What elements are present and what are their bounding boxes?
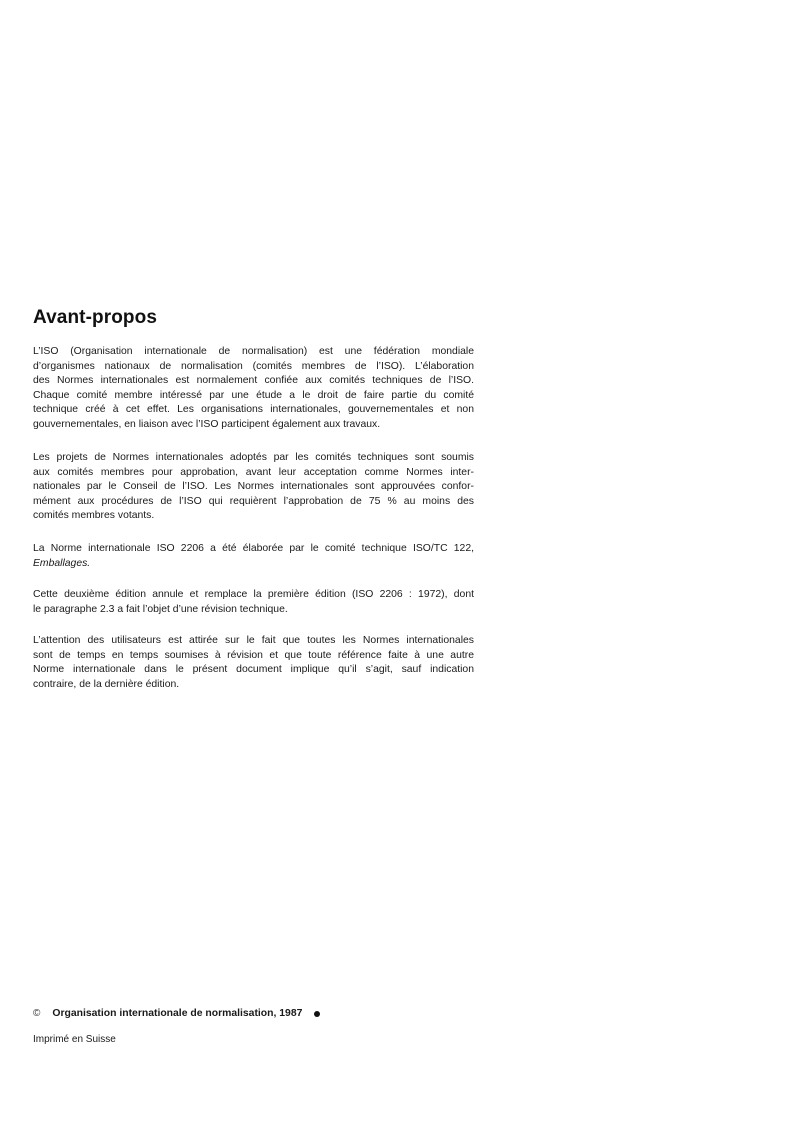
text-line: des Normes internationales est normalement confiée aux comités techniques de l’ISO. xyxy=(33,375,474,387)
text-line: nationales par le Conseil de l’ISO. Les Normes internationales sont approuvées confor- xyxy=(33,481,474,493)
page-title: Avant-propos xyxy=(33,307,157,328)
text-line: Norme internationale dans le présent document implique qu’il s’agit, sauf indication xyxy=(33,664,474,676)
text-line: L’attention des utilisateurs est attirée sur le fait que toutes les Normes internationales xyxy=(33,635,474,646)
text-line: Cette deuxième édition annule et remplace la première édition (ISO 2206 : 1972), dont xyxy=(33,589,474,600)
text-line: d’organismes nationaux de normalisation (comités membres de l’ISO). L’élaboration xyxy=(33,360,474,372)
text-line: contraire, de la dernière édition. xyxy=(33,678,180,690)
text-line: sont de temps en temps soumises à révision et que toute référence faite à une autre xyxy=(33,649,474,661)
paragraph-edition xyxy=(33,588,474,617)
paragraph-standard-origin xyxy=(33,542,474,571)
text-line: gouvernementales, en liaison avec l’ISO participent également aux travaux. xyxy=(33,418,381,430)
paragraph-iso-intro xyxy=(33,345,474,433)
text-line: L’ISO (Organisation internationale de normalisation) est une fédération mondiale xyxy=(33,346,474,357)
text-line: aux comités membres pour approbation, avant leur acceptation comme Normes inter- xyxy=(33,466,474,478)
text-line: comités membres votants. xyxy=(33,510,155,522)
text-line: Les projets de Normes internationales adoptés par les comités techniques sont soumis xyxy=(33,452,474,463)
copyright-organisation: Organisation internationale de normalisation, 1987 xyxy=(52,1008,303,1019)
committee-name: Emballages. xyxy=(33,557,91,569)
paragraph-approval xyxy=(33,451,474,524)
printed-in: Imprimé en Suisse xyxy=(33,1034,116,1045)
copyright-notice xyxy=(33,1008,320,1019)
bullet-icon xyxy=(314,1011,320,1017)
text-line: La Norme internationale ISO 2206 a été élaborée par le comité technique ISO/TC 122, xyxy=(33,543,474,554)
text-line: Chaque comité membre intéressé par une étude a le droit de faire partie du comité xyxy=(33,389,474,401)
copyright-icon: © xyxy=(33,1008,41,1019)
text-line: mément aux procédures de l’ISO qui requièrent l’approbation de 75 % au moins des xyxy=(33,495,474,507)
text-line: technique créé à cet effet. Les organisations internationales, gouvernementales et non xyxy=(33,404,474,416)
paragraph-attention xyxy=(33,634,474,692)
text-line: le paragraphe 2.3 a fait l’objet d’une révision technique. xyxy=(33,603,288,615)
